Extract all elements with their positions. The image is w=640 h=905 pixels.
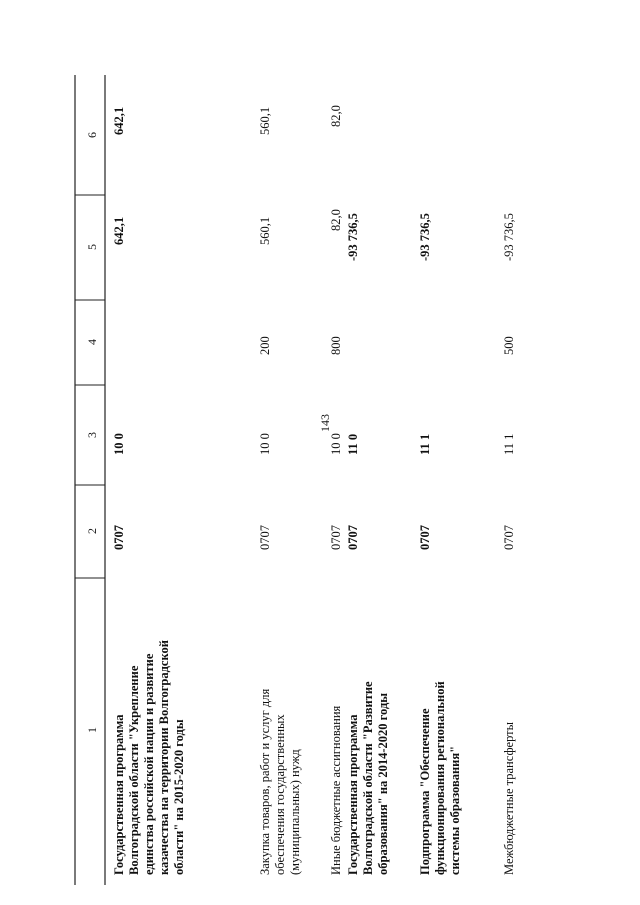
row-kind: 200	[258, 336, 272, 355]
row-name: Иные бюджетные ассигнования	[329, 705, 343, 875]
row-sum1: 642,1	[112, 216, 126, 245]
row-sum1: -93 736,5	[346, 213, 360, 261]
header-col1: 1	[85, 727, 99, 733]
row-section: 0707	[329, 525, 343, 550]
row-target: 11 0	[346, 433, 360, 455]
header-col3: 3	[85, 432, 99, 438]
row-section: 0707	[418, 525, 432, 550]
row-name: Государственная программа Волгоградской области "Развитие образования" на 2014-2020 годы	[346, 681, 390, 875]
row-section: 0707	[502, 525, 516, 550]
row-target: 11 1	[502, 433, 516, 455]
row-sum1: -93 736,5	[418, 213, 432, 261]
row-section: 0707	[112, 525, 126, 550]
row-kind: 500	[502, 336, 516, 355]
row-kind: 800	[329, 336, 343, 355]
row-section: 0707	[346, 525, 360, 550]
row-sum1: -93 736,5	[502, 213, 516, 261]
row-sum2: 82,0	[329, 105, 343, 127]
header-col5: 5	[85, 244, 99, 250]
row-name: Межбюджетные трансферты	[502, 721, 516, 875]
header-col6: 6	[85, 132, 99, 138]
header-col4: 4	[85, 339, 99, 345]
row-target: 10 0	[258, 433, 272, 455]
page-number: 143	[318, 414, 332, 432]
row-sum2: 560,1	[258, 106, 272, 135]
row-name: Подпрограмма "Обеспечение функционирования региональной системы образования"	[418, 681, 462, 875]
row-target: 11 1	[418, 433, 432, 455]
rotated-table	[20, 25, 580, 885]
row-target: 10 0	[112, 433, 126, 455]
header-col2: 2	[85, 528, 99, 534]
row-name: Закупка товаров, работ и услуг для обеспечения государственных (муниципальных) нужд	[258, 688, 302, 875]
row-sum1: 82,0	[329, 209, 343, 231]
row-sum2: 642,1	[112, 106, 126, 135]
row-sum1: 560,1	[258, 216, 272, 245]
row-name: Государственная программа Волгоградской области "Укрепление единства российской нации и развитие казачества на территории Волгоградской области" на 2015-2020 годы	[112, 640, 186, 875]
row-section: 0707	[258, 525, 272, 550]
row-target: 10 0	[329, 433, 343, 455]
